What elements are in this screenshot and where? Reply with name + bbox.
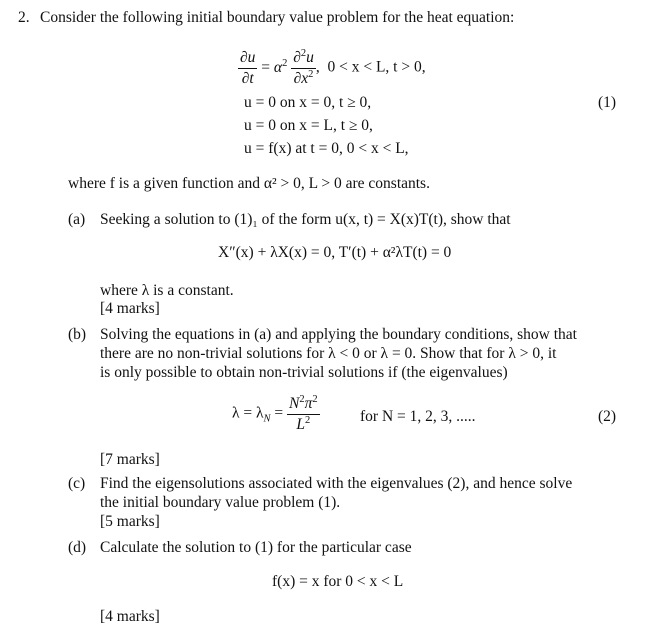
part-c-line2: the initial boundary value problem (1). — [100, 494, 341, 511]
part-b-marks: [7 marks] — [100, 451, 160, 468]
part-b-line3: is only possible to obtain non-trivial solutions if (the eigenvalues) — [100, 364, 508, 381]
part-c-label: (c) — [68, 475, 86, 492]
where-text: where f is a given function and α² > 0, L > 0 are constants. — [68, 175, 430, 192]
eq1-line4: u = f(x) at t = 0, 0 < x < L, — [244, 140, 409, 157]
eq1-label: (1) — [598, 94, 617, 111]
part-a-text: Seeking a solution to (1)₁ of the form u(x, t) = X(x)T(t), show that — [100, 211, 511, 228]
part-d-marks: [4 marks] — [100, 608, 160, 625]
part-b-line2: there are no non-trivial solutions for λ < 0 or λ = 0. Show that for λ > 0, it — [100, 345, 557, 362]
part-a-where: where λ is a constant. — [100, 282, 234, 299]
part-a-marks: [4 marks] — [100, 300, 160, 317]
eigenvalue-equation: $\lambda = \lambda_N$ = $\frac{N^2\pi^2}{L^2}$ — [232, 393, 318, 433]
eq1-line2: u = 0 on x = 0, t ≥ 0, — [244, 94, 372, 111]
part-a-equation: X″(x) + λX(x) = 0, T′(t) + α²λT(t) = 0 — [218, 244, 452, 261]
eq1-line1-condition: 0 < x < L, t > 0, — [327, 58, 426, 76]
part-d-line1: Calculate the solution to (1) for the particular case — [100, 539, 412, 556]
part-b-line1: Solving the equations in (a) and applying the boundary conditions, show that — [100, 326, 577, 343]
part-b-label: (b) — [68, 326, 87, 343]
part-d-label: (d) — [68, 539, 87, 556]
part-d-equation: f(x) = x for 0 < x < L — [272, 573, 404, 590]
eigenvalue-condition: for N = 1, 2, 3, ..... — [360, 408, 476, 425]
eigenvalue-lhs: λ = λ — [232, 404, 264, 422]
question-number: 2. — [18, 9, 30, 26]
part-a-label: (a) — [68, 211, 86, 228]
heat-equation: $\frac{\partial u}{\partial t}$ = $\alpha^2$ $\frac{\partial^2u}{\partial x^2}$ , 0 < x < L, t > 0, — [240, 47, 426, 87]
part-c-line1: Find the eigensolutions associated with the eigenvalues (2), and hence solve — [100, 475, 573, 492]
eq2-label: (2) — [598, 408, 617, 425]
eq1-line3: u = 0 on x = L, t ≥ 0, — [244, 117, 373, 134]
part-c-marks: [5 marks] — [100, 513, 160, 530]
question-intro: Consider the following initial boundary value problem for the heat equation: — [40, 9, 515, 26]
